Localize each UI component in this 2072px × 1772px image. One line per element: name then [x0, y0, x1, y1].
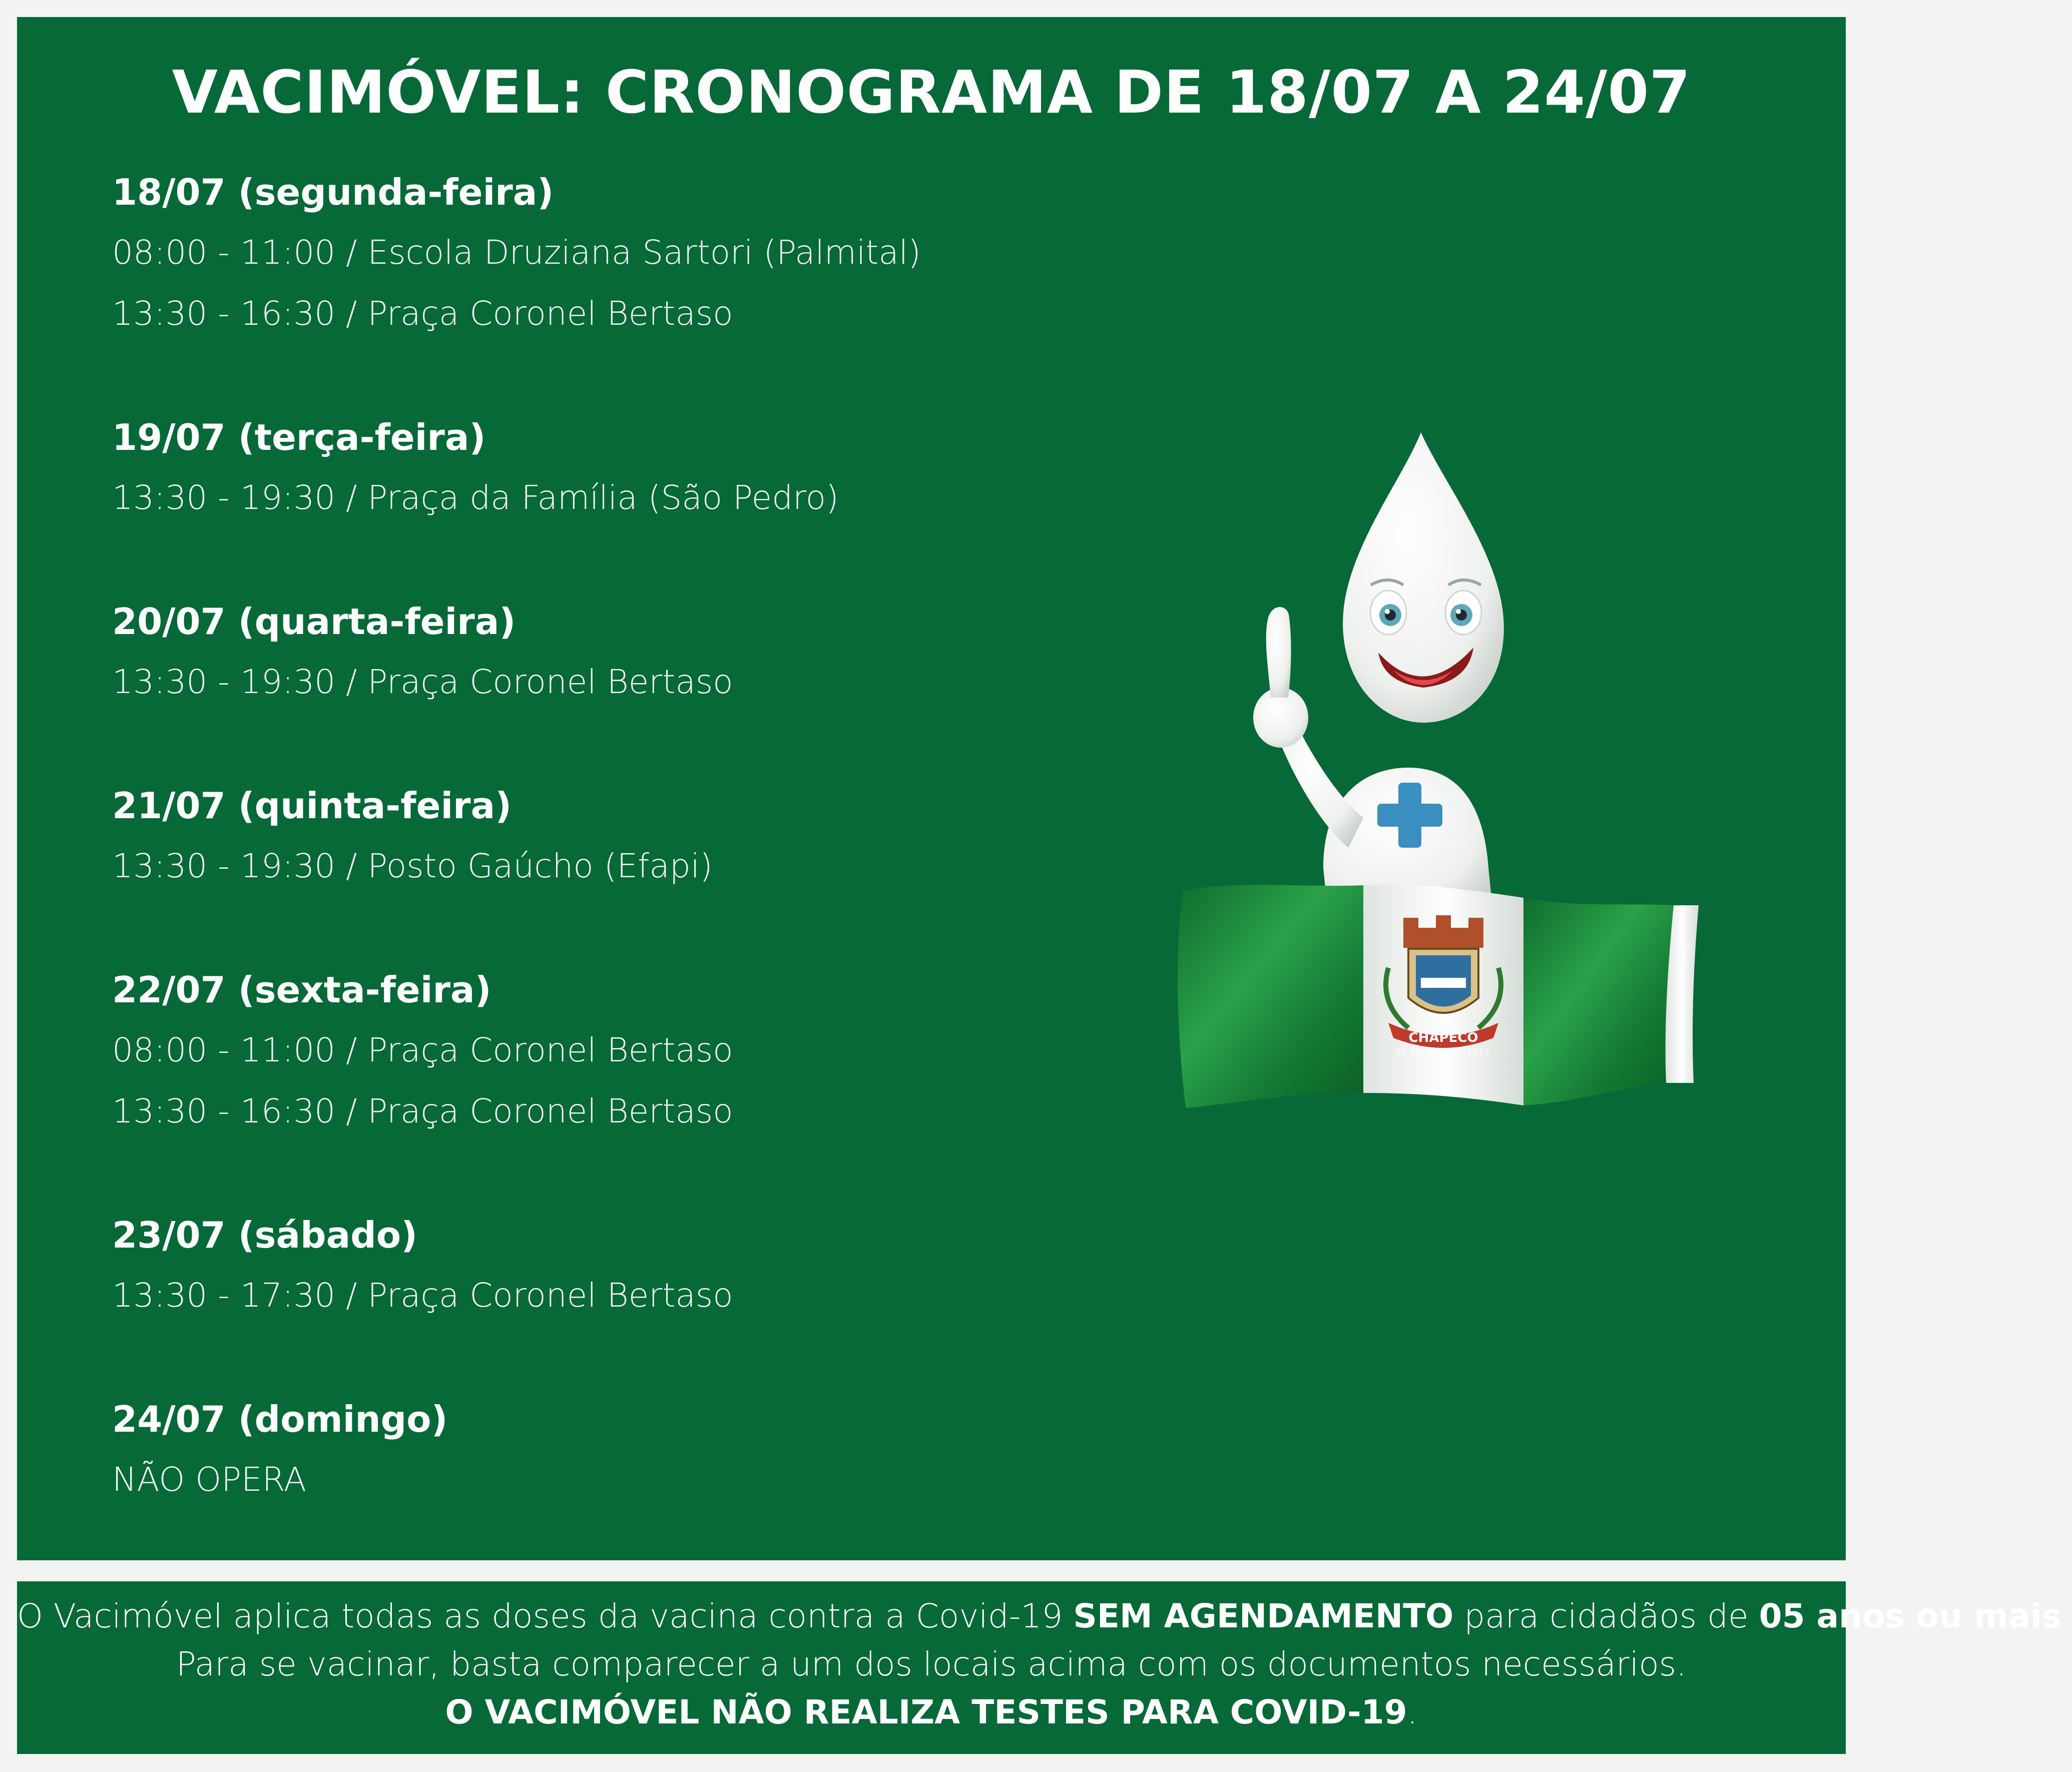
- footer-emphasis: 05 anos ou mais: [1759, 1597, 2062, 1635]
- day-title: 21/07 (quinta-feira): [112, 785, 512, 827]
- day-block: [112, 776, 921, 897]
- day-block: [112, 1205, 921, 1326]
- day-title: 22/07 (sexta-feira): [112, 969, 491, 1011]
- schedule-entry: 13:30 - 17:30 / Praça Coronel Bertaso: [112, 1276, 733, 1315]
- day-title: 24/07 (domingo): [112, 1398, 448, 1440]
- schedule-list: [112, 162, 921, 1573]
- flag-date-left: 25-08: [1395, 1047, 1422, 1058]
- schedule-entry: 13:30 - 19:30 / Posto Gaúcho (Efapi): [112, 847, 713, 885]
- day-block: [112, 960, 921, 1142]
- schedule-entry: 13:30 - 19:30 / Praça Coronel Bertaso: [112, 663, 733, 701]
- day-title: 20/07 (quarta-feira): [112, 601, 516, 643]
- footer-text: para cidadãos de: [1453, 1597, 1759, 1635]
- flag-date-right: 1917: [1467, 1047, 1490, 1058]
- day-block: [112, 1389, 921, 1510]
- footer-text: .: [1407, 1693, 1418, 1731]
- day-title: 23/07 (sábado): [112, 1214, 418, 1256]
- schedule-entry: 13:30 - 16:30 / Praça Coronel Bertaso: [112, 1092, 733, 1130]
- day-block: [112, 162, 921, 344]
- footer-emphasis: SEM AGENDAMENTO: [1073, 1597, 1454, 1635]
- day-title: 18/07 (segunda-feira): [112, 171, 554, 213]
- footer-warning: O VACIMÓVEL NÃO REALIZA TESTES PARA COVID-19: [445, 1693, 1407, 1731]
- day-block: [112, 407, 921, 528]
- schedule-entry: 13:30 - 19:30 / Praça da Família (São Pedro): [112, 478, 839, 517]
- info-footer: [17, 1581, 2072, 1754]
- day-block: [112, 592, 921, 713]
- day-title: 19/07 (terça-feira): [112, 416, 486, 458]
- ze-gotinha-mascot-icon: [1143, 417, 1714, 1178]
- schedule-entry: 08:00 - 11:00 / Praça Coronel Bertaso: [112, 1031, 733, 1069]
- footer-line-3: [17, 1688, 1846, 1736]
- flag-city-label: CHAPECÓ: [1408, 1030, 1478, 1045]
- footer-line-1: [17, 1592, 2072, 1640]
- page-title: VACIMÓVEL: CRONOGRAMA DE 18/07 A 24/07: [172, 58, 1691, 127]
- schedule-entry: 08:00 - 11:00 / Escola Druziana Sartori (Palmital): [112, 233, 921, 272]
- schedule-entry: 13:30 - 16:30 / Praça Coronel Bertaso: [112, 294, 733, 333]
- schedule-panel: [17, 17, 1846, 1560]
- schedule-entry: NÃO OPERA: [112, 1460, 307, 1499]
- footer-text: O Vacimóvel aplica todas as doses da vacina contra a Covid-19: [17, 1597, 1074, 1635]
- footer-text: .: [2061, 1597, 2072, 1635]
- footer-line-2: Para se vacinar, basta comparecer a um dos locais acima com os documentos necessários.: [176, 1645, 1687, 1683]
